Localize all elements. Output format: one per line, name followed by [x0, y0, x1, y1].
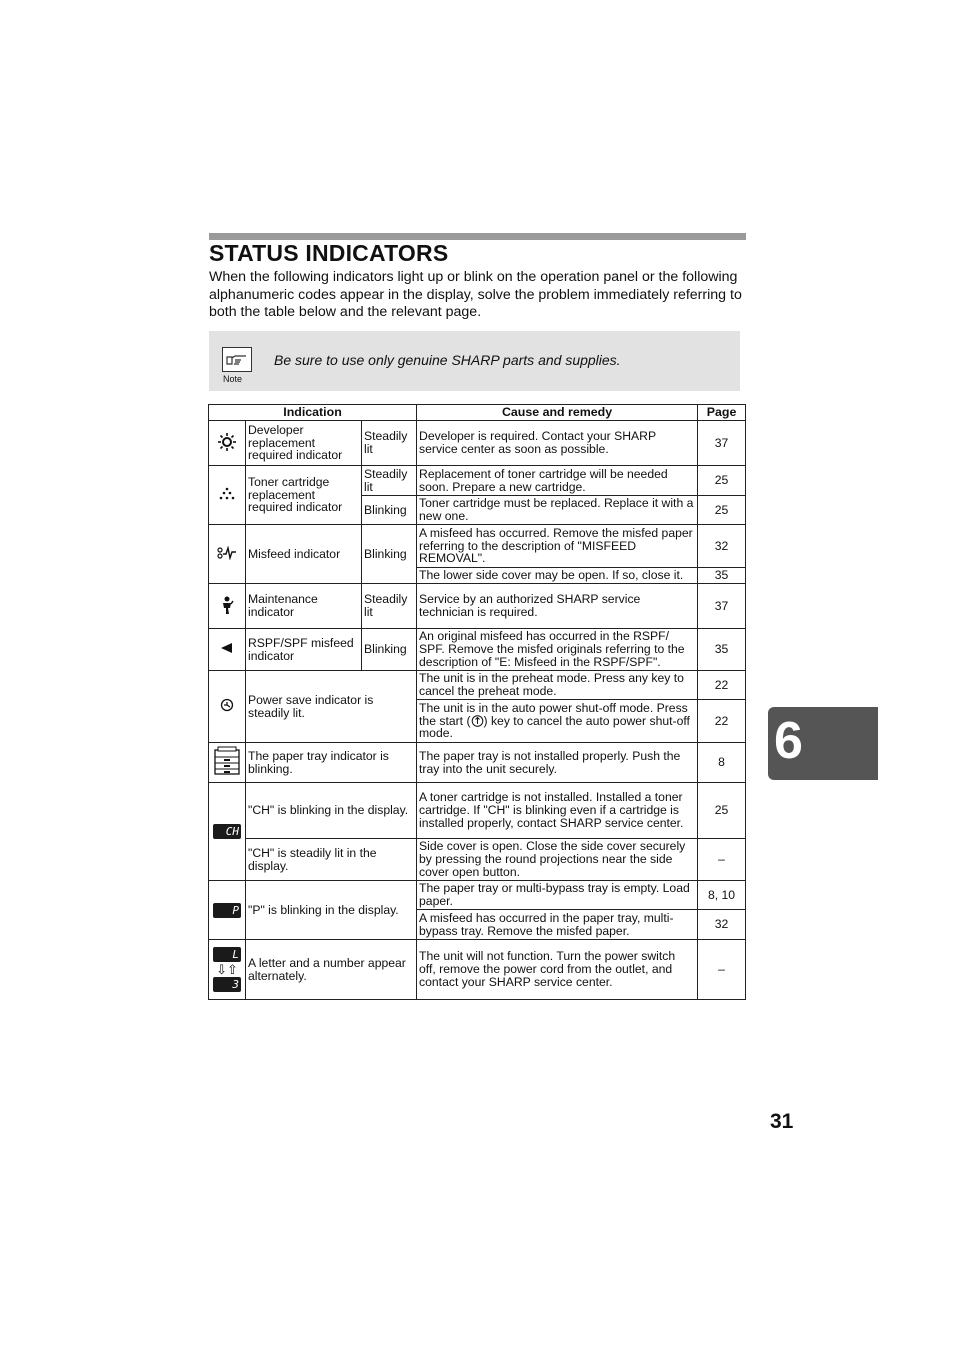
header-page: Page: [698, 405, 746, 421]
cause-remedy: Developer is required. Contact your SHARP service center as soon as possible.: [417, 421, 698, 466]
page-ref: –: [698, 940, 746, 1000]
chapter-number: 6: [774, 712, 803, 770]
page-ref: –: [698, 839, 746, 881]
p-display-icon: [209, 881, 246, 940]
indicator-name: The paper tray indicator is blinking.: [246, 743, 417, 783]
indicator-name: Maintenance indicator: [246, 584, 362, 629]
intro-paragraph: When the following indicators light up or blink on the operation panel or the following alphanumeric codes appear in the display, solve the problem immediately referring to both the table below and the relevant page.: [209, 269, 742, 320]
table-row: [209, 783, 746, 839]
note-label: Note: [223, 374, 243, 384]
page-ref: 32: [698, 910, 746, 940]
letter-number-display-icon: [209, 940, 246, 1000]
table-row: [209, 629, 746, 671]
page-ref: 37: [698, 421, 746, 466]
indicator-state: Steadily lit: [362, 421, 417, 466]
cause-remedy: [417, 700, 698, 743]
pointing-hand-icon: [222, 347, 252, 372]
indicator-state: Steadily lit: [362, 466, 417, 496]
table-row: [209, 584, 746, 629]
table-row: [209, 839, 746, 881]
chapter-tab: [768, 707, 878, 780]
cause-text-b: ) key to cancel the auto power shut-off mode.: [419, 713, 690, 741]
misfeed-icon: [209, 525, 246, 584]
note-box: [209, 331, 740, 391]
cause-remedy: A toner cartridge is not installed. Installed a toner cartridge. If "CH" is blinking even if a cartridge is installed properly, contact SHARP service center.: [417, 783, 698, 839]
page-ref: 25: [698, 496, 746, 525]
power-save-icon: [209, 671, 246, 743]
page-ref: 22: [698, 700, 746, 743]
table-row: [209, 671, 746, 700]
rspf-icon: [209, 629, 246, 671]
indicator-name: "P" is blinking in the display.: [246, 881, 417, 940]
page-ref: 32: [698, 525, 746, 568]
indicator-state: Blinking: [362, 629, 417, 671]
table-header-row: [209, 405, 746, 421]
page-ref: 35: [698, 568, 746, 584]
page-ref: 25: [698, 466, 746, 496]
indicator-name: "CH" is blinking in the display.: [246, 783, 417, 839]
table-row: [209, 743, 746, 783]
cause-remedy: Replacement of toner cartridge will be needed soon. Prepare a new cartridge.: [417, 466, 698, 496]
lcd-display-number: 3: [213, 977, 241, 992]
indicator-name: Toner cartridge replacement required indicator: [246, 466, 362, 525]
indicator-name: "CH" is steadily lit in the display.: [246, 839, 417, 881]
cause-remedy: The paper tray is not installed properly. Push the tray into the unit securely.: [417, 743, 698, 783]
cause-remedy: The unit is in the preheat mode. Press any key to cancel the preheat mode.: [417, 671, 698, 700]
table-row: [209, 881, 746, 910]
ch-display-icon: [209, 783, 246, 881]
note-text: Be sure to use only genuine SHARP parts and supplies.: [274, 352, 621, 368]
header-cause: Cause and remedy: [417, 405, 698, 421]
page-title: STATUS INDICATORS: [209, 240, 449, 266]
indicator-name: A letter and a number appear alternately.: [246, 940, 417, 1000]
table-row: [209, 525, 746, 568]
header-indication: Indication: [209, 405, 417, 421]
cause-remedy: A misfeed has occurred. Remove the misfed paper referring to the description of "MISFEED REMOVAL".: [417, 525, 698, 568]
page-ref: 22: [698, 671, 746, 700]
indicator-name: RSPF/SPF misfeed indicator: [246, 629, 362, 671]
page-ref: 35: [698, 629, 746, 671]
alternate-arrows-icon: ⇩⇧: [216, 962, 238, 977]
table-row: [209, 466, 746, 496]
page-ref: 37: [698, 584, 746, 629]
maintenance-icon: [209, 584, 246, 629]
cause-remedy: Toner cartridge must be replaced. Replace it with a new one.: [417, 496, 698, 525]
page-ref: 8, 10: [698, 881, 746, 910]
table-row: [209, 421, 746, 466]
indicator-name: Power save indicator is steadily lit.: [246, 671, 417, 743]
indicator-state: Blinking: [362, 525, 417, 584]
indicator-state: Blinking: [362, 496, 417, 525]
toner-icon: [209, 466, 246, 525]
page-number: 31: [770, 1110, 794, 1133]
table-row: [209, 940, 746, 1000]
lcd-display-letter: L: [213, 947, 241, 962]
cause-remedy: An original misfeed has occurred in the RSPF/ SPF. Remove the misfed originals referring to the description of "E: Misfeed in the RSPF/SPF".: [417, 629, 698, 671]
paper-tray-icon: [209, 743, 246, 783]
status-indicators-table: [208, 404, 746, 1000]
section-top-rule: [209, 233, 746, 240]
indicator-name: Misfeed indicator: [246, 525, 362, 584]
cause-remedy: The lower side cover may be open. If so, close it.: [417, 568, 698, 584]
page-ref: 8: [698, 743, 746, 783]
indicator-name: Developer replacement required indicator: [246, 421, 362, 466]
cause-remedy: The unit will not function. Turn the power switch off, remove the power cord from the outlet, and contact your SHARP service center.: [417, 940, 698, 1000]
indicator-state: Steadily lit: [362, 584, 417, 629]
cause-remedy: The paper tray or multi-bypass tray is empty. Load paper.: [417, 881, 698, 910]
page-ref: 25: [698, 783, 746, 839]
cause-text-a: The unit is in the auto power shut-off mode. Press the start (: [419, 700, 688, 728]
lcd-display-p: P: [213, 903, 241, 918]
start-key-icon: [471, 715, 484, 727]
cause-remedy: Side cover is open. Close the side cover securely by pressing the round projections near the side cover open button.: [417, 839, 698, 881]
lcd-display-ch: CH: [213, 824, 241, 839]
cause-remedy: Service by an authorized SHARP service technician is required.: [417, 584, 698, 629]
cause-remedy: A misfeed has occurred in the paper tray, multi-bypass tray. Remove the misfed paper.: [417, 910, 698, 940]
developer-icon: [209, 421, 246, 466]
